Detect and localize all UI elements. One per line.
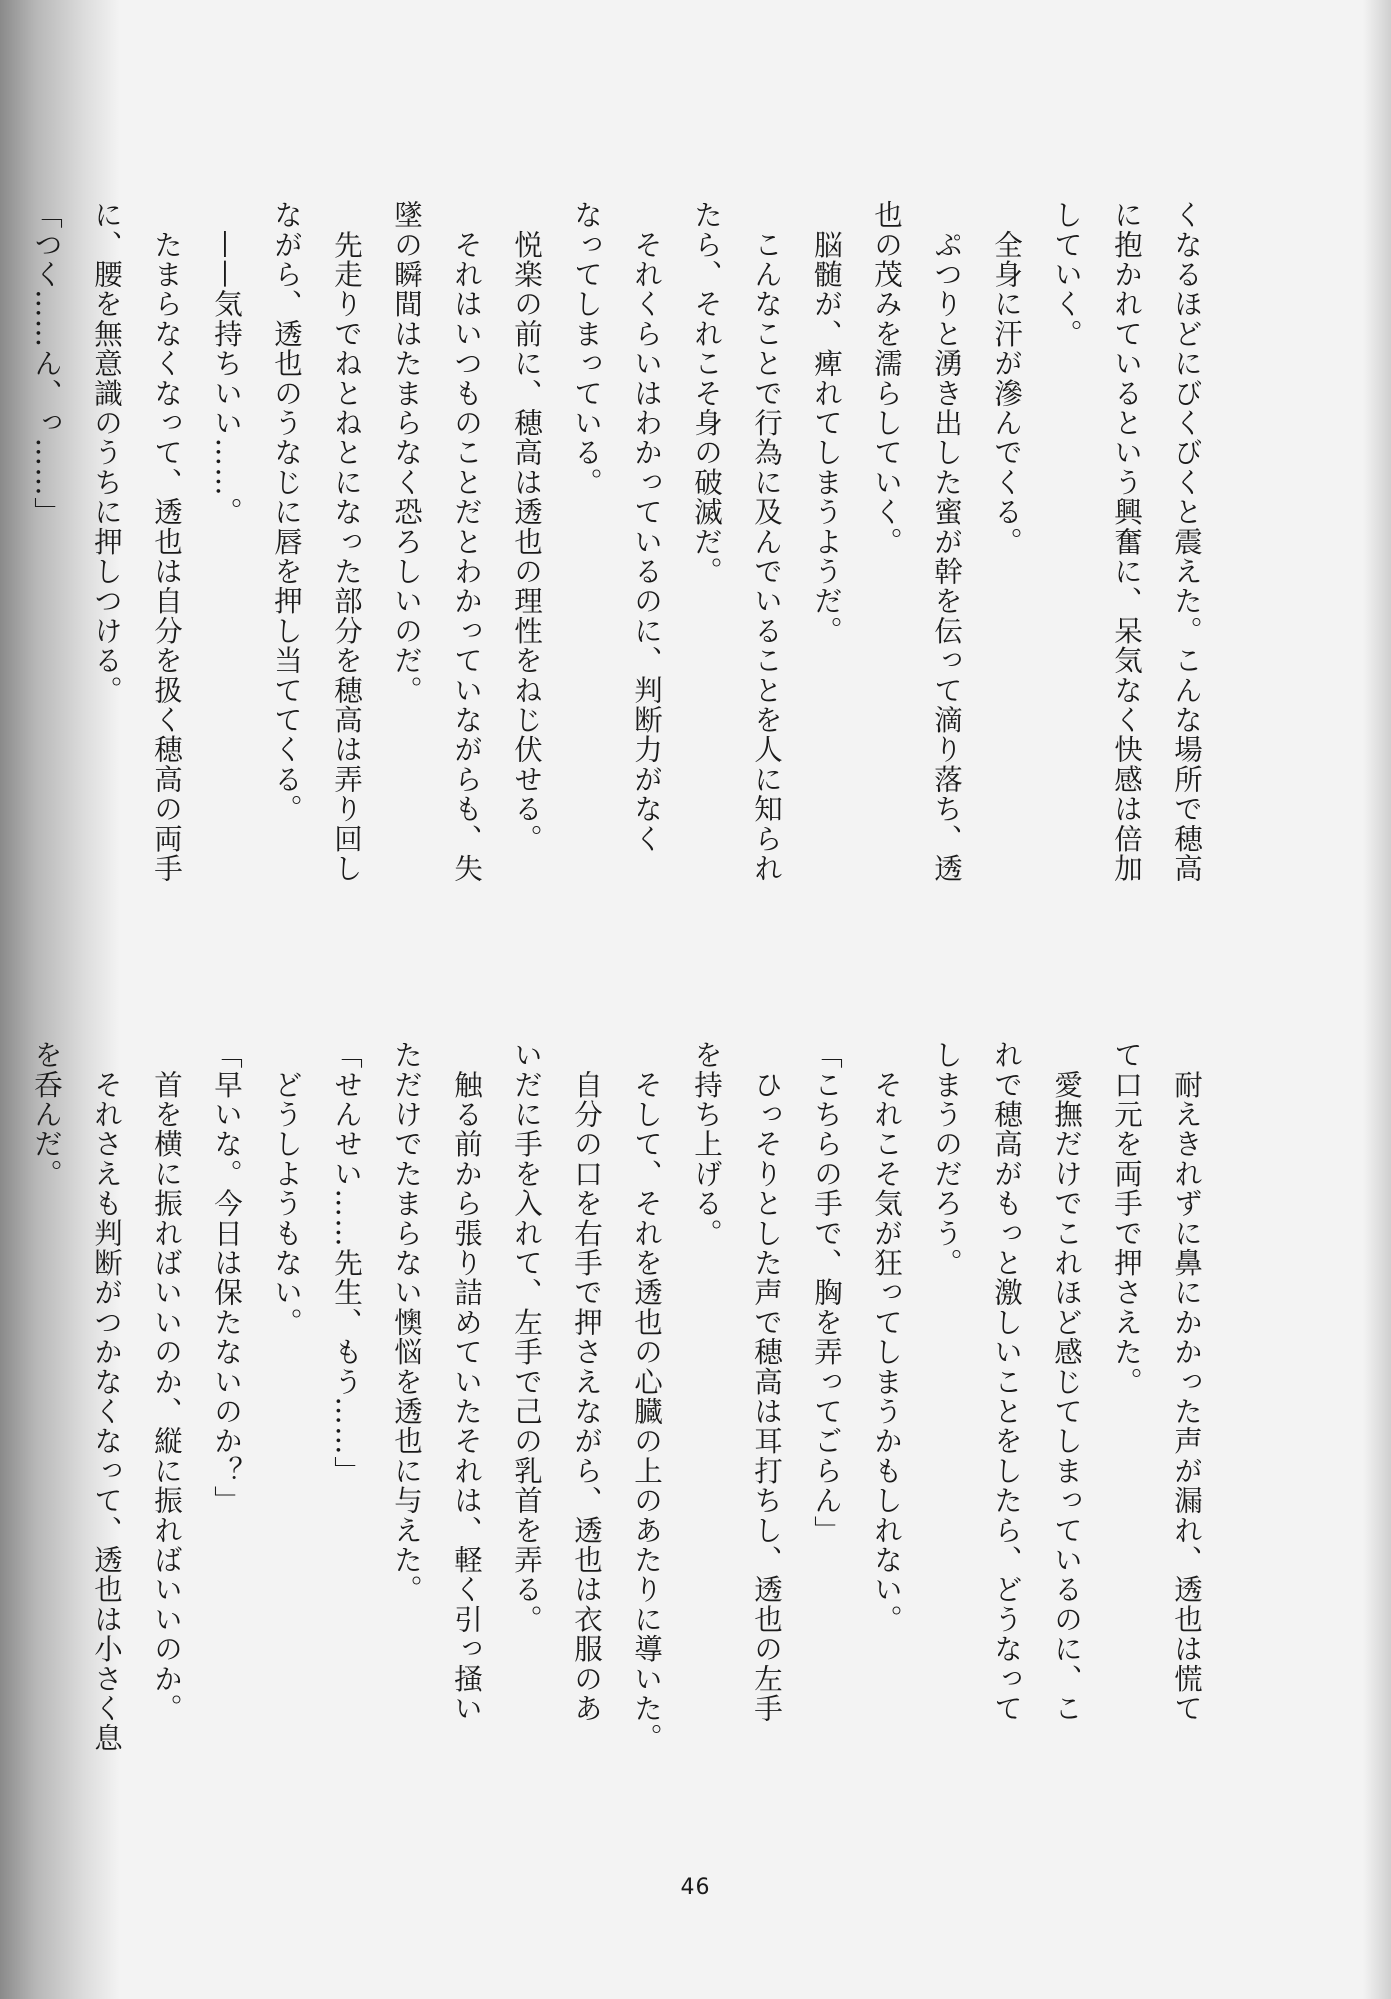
page-number: 46: [680, 1875, 711, 1900]
text-line: 触る前から張り詰めていたそれは、軽く引っ掻い: [450, 1040, 483, 1724]
text-line: 「つく……ん、っ……」: [30, 200, 63, 527]
text-line: 悦楽の前に、穂高は透也の理性をねじ伏せる。: [510, 200, 543, 854]
text-line: たまらなくなって、透也は自分を扱く穂高の両手: [150, 200, 183, 884]
text-line: 「早いな。今日は保たないのか？」: [210, 1040, 243, 1516]
text-line: 全身に汗が滲んでくる。: [990, 200, 1023, 557]
text-line: こんなことで行為に及んでいることを人に知られ: [750, 200, 783, 884]
text-line: れで穂高がもっと激しいことをしたら、どうなって: [990, 1040, 1023, 1724]
text-line: 首を横に振ればいいのか、縦に振ればいいのか。: [150, 1040, 183, 1724]
text-line: そして、それを透也の心臓の上のあたりに導いた。: [630, 1040, 663, 1753]
text-line: 脳髄が、痺れてしまうようだ。: [810, 200, 843, 646]
text-line: に抱かれているという興奮に、呆気なく快感は倍加: [1110, 200, 1143, 884]
text-line: 墜の瞬間はたまらなく恐ろしいのだ。: [390, 200, 423, 705]
text-line: それはいつものことだとわかっていながらも、失: [450, 200, 483, 884]
text-line: たら、それこそ身の破滅だ。: [690, 200, 723, 587]
text-line: 愛撫だけでこれほど感じてしまっているのに、こ: [1050, 1040, 1083, 1724]
text-line: それこそ気が狂ってしまうかもしれない。: [870, 1040, 903, 1634]
text-line: 「こちらの手で、胸を弄ってごらん」: [810, 1040, 843, 1545]
text-line: 也の茂みを濡らしていく。: [870, 200, 903, 557]
text-line: を呑んだ。: [30, 1040, 63, 1189]
text-line: 耐えきれずに鼻にかかった声が漏れ、透也は慌て: [1170, 1040, 1203, 1724]
text-line: を持ち上げる。: [690, 1040, 723, 1248]
text-block-top: [16, 200, 1216, 1030]
text-line: くなるほどにびくびくと震えた。こんな場所で穂高: [1170, 200, 1203, 884]
text-line: 自分の口を右手で押さえながら、透也は衣服のあ: [570, 1040, 603, 1724]
text-line: なってしまっている。: [570, 200, 603, 497]
text-line: 「せんせい……先生、もう……」: [330, 1040, 363, 1486]
page-edge: [1363, 0, 1391, 1999]
text-block-bottom: [16, 1040, 1216, 1770]
text-line: に、腰を無意識のうちに押しつける。: [90, 200, 123, 705]
text-line: ひっそりとした声で穂高は耳打ちし、透也の左手: [750, 1040, 783, 1724]
text-line: いだに手を入れて、左手で己の乳首を弄る。: [510, 1040, 543, 1634]
text-line: 先走りでねとねとになった部分を穂高は弄り回し: [330, 200, 363, 884]
text-line: ぷつりと湧き出した蜜が幹を伝って滴り落ち、透: [930, 200, 963, 884]
text-line: て口元を両手で押さえた。: [1110, 1040, 1143, 1397]
text-line: ——気持ちいい……。: [210, 200, 243, 527]
text-line: それくらいはわかっているのに、判断力がなく: [630, 200, 663, 854]
text-line: ただけでたまらない懊悩を透也に与えた。: [390, 1040, 423, 1605]
text-line: ながら、透也のうなじに唇を押し当ててくる。: [270, 200, 303, 824]
text-line: していく。: [1050, 200, 1083, 349]
text-line: しまうのだろう。: [930, 1040, 963, 1278]
text-line: どうしようもない。: [270, 1040, 303, 1337]
text-line: それさえも判断がつかなくなって、透也は小さく息: [90, 1040, 123, 1753]
